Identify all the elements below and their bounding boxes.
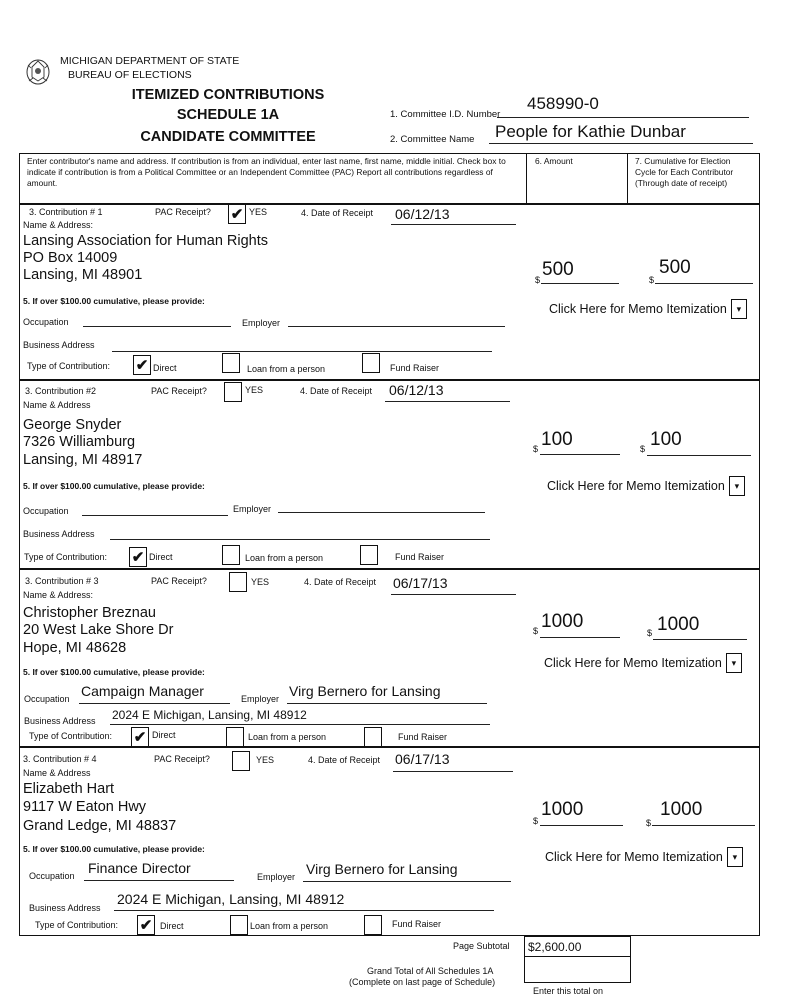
occupation-label: Occupation [23,317,69,327]
memo-itemization-label: Click Here for Memo Itemization [547,479,725,493]
direct-checkbox[interactable] [133,355,151,375]
committee-id-field[interactable] [497,94,749,118]
committee-id-value: 458990-0 [527,94,599,113]
amount-field[interactable] [540,428,620,455]
business-address-value: 2024 E Michigan, Lansing, MI 48912 [117,891,345,907]
dollar-sign: $ [533,626,539,636]
business-address-label: Business Address [24,716,96,726]
memo-itemization-label: Click Here for Memo Itemization [549,302,727,316]
amount-field[interactable] [540,611,620,638]
amount-value: 1000 [541,611,584,632]
bureau-name: BUREAU OF ELECTIONS [68,69,192,81]
committee-type-title: CANDIDATE COMMITTEE [140,129,316,145]
direct-label: Direct [149,552,173,562]
type-of-contribution-label: Type of Contribution: [29,731,113,741]
employer-label: Employer [241,694,280,704]
business-address-field[interactable] [112,338,492,352]
employer-value: Virg Bernero for Lansing [289,683,441,699]
cumulative-field[interactable] [655,259,753,284]
grand-total-label: Grand Total of All Schedules 1A [367,966,494,976]
occupation-label: Occupation [23,506,69,516]
contributor-address-line1: 7326 Williamburg [23,434,136,450]
name-address-label: Name & Address: [23,220,94,230]
date-value: 06/12/13 [389,382,444,398]
date-field[interactable] [393,750,513,772]
form-title: ITEMIZED CONTRIBUTIONS [131,87,325,103]
pac-receipt-label: PAC Receipt? [155,207,211,217]
page-subtotal-value: $2,600.00 [528,940,582,954]
date-label: 4. Date of Receipt [300,386,373,396]
business-address-value: 2024 E Michigan, Lansing, MI 48912 [112,708,307,722]
fund-raiser-checkbox[interactable] [364,727,382,747]
check-icon: ✔ [131,548,145,566]
contribution-number: 3. Contribution #2 [25,386,97,396]
date-label: 4. Date of Receipt [301,208,374,218]
occupation-field[interactable] [82,502,228,516]
business-address-label: Business Address [29,903,101,913]
fund-raiser-label: Fund Raiser [392,919,442,929]
occupation-value: Finance Director [88,860,191,876]
cumulative-value: 1000 [660,799,703,820]
memo-itemization-button[interactable] [544,653,742,673]
direct-label: Direct [153,363,177,373]
date-value: 06/17/13 [393,575,448,591]
contributor-address-line2: Hope, MI 48628 [23,640,127,656]
amount-field[interactable] [540,798,623,826]
enter-total-note: Enter this total on [533,986,604,996]
contribution-block-2 [0,379,800,568]
check-icon: ✔ [135,356,149,374]
yes-label: YES [245,385,264,395]
date-field[interactable] [385,382,510,402]
over-100-label: 5. If over $100.00 cumulative, please provide: [23,296,205,306]
department-name: MICHIGAN DEPARTMENT OF STATE [60,55,240,67]
occupation-label: Occupation [29,871,75,881]
employer-label: Employer [242,318,281,328]
grand-total-note: (Complete on last page of Schedule) [349,977,496,987]
contributor-name: Christopher Breznau [23,605,156,621]
instructions-text: Enter contributor's name and address. If contribution is from an individual, enter last name, first name, middle initial. Check box to indicate if contribution is from a Political Committee or an Independent Committee (PAC) Report all contributions regardless of amount. [27,156,506,188]
contribution-block-3 [0,568,800,746]
loan-label: Loan from a person [250,921,329,931]
fund-raiser-label: Fund Raiser [398,732,448,742]
date-field[interactable] [391,574,516,595]
business-address-field[interactable] [110,526,490,540]
contribution-number: 3. Contribution # 3 [25,576,99,586]
cumulative-value: 500 [659,257,691,278]
contributor-name: George Snyder [23,417,122,433]
dollar-sign: $ [649,275,655,285]
loan-label: Loan from a person [248,732,327,742]
cumulative-column-header: 7. Cumulative for Election Cycle for Each Contributor (Through date of receipt) [635,156,734,188]
contribution-block-1 [0,203,800,379]
pac-checkbox[interactable] [232,751,250,771]
amount-value: 100 [541,429,573,450]
memo-itemization-button[interactable] [547,476,745,496]
yes-label: YES [256,755,275,765]
name-address-label: Name & Address [23,768,91,778]
business-address-label: Business Address [23,340,95,350]
contributor-address-line1: 20 West Lake Shore Dr [23,622,174,638]
contributor-name: Lansing Association for Human Rights [23,233,269,249]
business-address-field[interactable] [110,707,490,725]
date-field[interactable] [391,205,516,225]
memo-itemization-button[interactable] [549,299,747,319]
pac-receipt-label: PAC Receipt? [151,386,207,396]
contributor-address-line1: 9117 W Eaton Hwy [23,799,147,815]
contribution-block-4 [0,746,800,936]
cumulative-value: 1000 [657,614,700,635]
over-100-label: 5. If over $100.00 cumulative, please provide: [23,667,205,677]
date-value: 06/17/13 [395,751,450,767]
amount-field[interactable] [541,259,619,284]
fund-raiser-checkbox[interactable] [364,915,382,935]
name-address-label: Name & Address: [23,590,94,600]
dollar-sign: $ [647,628,653,638]
page-subtotal-field[interactable] [524,936,631,957]
yes-label: YES [251,577,270,587]
fund-raiser-label: Fund Raiser [395,552,445,562]
memo-itemization-label: Click Here for Memo Itemization [544,656,722,670]
loan-checkbox[interactable] [222,353,240,373]
pac-checkbox[interactable] [224,382,242,402]
occupation-label: Occupation [24,694,70,704]
employer-field[interactable] [278,499,485,513]
fund-raiser-checkbox[interactable] [360,545,378,565]
contributor-address-line2: Lansing, MI 48917 [23,452,143,468]
employer-field[interactable] [288,313,505,327]
chevron-down-icon[interactable]: ▾ [731,299,747,319]
dollar-sign: $ [533,816,539,826]
over-100-label: 5. If over $100.00 cumulative, please provide: [23,481,205,491]
occupation-field[interactable] [79,682,230,704]
pac-receipt-label: PAC Receipt? [151,576,207,586]
direct-checkbox[interactable] [131,727,149,747]
loan-label: Loan from a person [247,364,326,374]
type-of-contribution-label: Type of Contribution: [35,920,119,930]
fund-raiser-checkbox[interactable] [362,353,380,373]
type-of-contribution-label: Type of Contribution: [24,552,108,562]
committee-name-field[interactable] [489,124,753,144]
direct-checkbox[interactable] [129,547,147,567]
date-label: 4. Date of Receipt [304,577,377,587]
column-divider [627,153,628,203]
cumulative-field[interactable] [647,428,751,456]
cumulative-field[interactable] [652,798,755,826]
amount-value: 1000 [541,799,584,820]
pac-checkbox[interactable] [229,572,247,592]
column-divider [526,153,527,203]
business-address-label: Business Address [23,529,95,539]
loan-checkbox[interactable] [226,727,244,747]
employer-field[interactable] [303,860,511,882]
employer-label: Employer [257,872,296,882]
chevron-down-icon[interactable]: ▾ [726,653,742,673]
memo-itemization-label: Click Here for Memo Itemization [545,850,723,864]
pac-checkbox[interactable] [228,204,246,224]
date-label: 4. Date of Receipt [308,755,381,765]
committee-name-label: 2. Committee Name [390,134,475,145]
occupation-field[interactable] [84,859,234,881]
committee-id-label: 1. Committee I.D. Number [390,109,501,120]
memo-itemization-button[interactable] [545,847,743,867]
amount-value: 500 [542,259,574,280]
occupation-value: Campaign Manager [81,683,204,699]
loan-label: Loan from a person [245,553,324,563]
check-icon: ✔ [230,205,244,223]
chevron-down-icon[interactable]: ▾ [727,847,743,867]
cumulative-field[interactable] [653,613,747,640]
contributor-name: Elizabeth Hart [23,781,115,797]
over-100-label: 5. If over $100.00 cumulative, please provide: [23,844,205,854]
direct-checkbox[interactable] [137,915,155,935]
cumulative-value: 100 [650,429,682,450]
contributor-address-line2: Grand Ledge, MI 48837 [23,818,177,834]
pac-receipt-label: PAC Receipt? [154,754,210,764]
loan-checkbox[interactable] [222,545,240,565]
contribution-number: 3. Contribution # 4 [23,754,97,764]
yes-label: YES [249,207,268,217]
direct-label: Direct [152,730,176,740]
schedule-title: SCHEDULE 1A [176,107,280,123]
business-address-field[interactable] [114,889,494,911]
grand-total-field[interactable] [524,957,631,983]
dollar-sign: $ [535,275,541,285]
employer-field[interactable] [287,682,487,704]
direct-label: Direct [160,921,184,931]
type-of-contribution-label: Type of Contribution: [27,361,111,371]
contributor-address-line2: Lansing, MI 48901 [23,267,143,283]
check-icon: ✔ [139,916,153,934]
dollar-sign: $ [640,444,646,454]
contribution-number: 3. Contribution # 1 [29,207,103,217]
check-icon: ✔ [133,728,147,746]
loan-checkbox[interactable] [230,915,248,935]
dollar-sign: $ [646,818,652,828]
employer-value: Virg Bernero for Lansing [306,861,458,877]
committee-name-value: People for Kathie Dunbar [495,122,686,141]
occupation-field[interactable] [83,313,231,327]
amount-column-header: 6. Amount [535,156,573,166]
contributor-address-line1: PO Box 14009 [23,250,118,266]
page-subtotal-label: Page Subtotal [453,941,510,951]
employer-label: Employer [233,504,272,514]
date-value: 06/12/13 [395,206,450,222]
fund-raiser-label: Fund Raiser [390,363,440,373]
dollar-sign: $ [533,444,539,454]
chevron-down-icon[interactable]: ▾ [729,476,745,496]
name-address-label: Name & Address [23,400,91,410]
state-seal-icon [24,55,52,87]
